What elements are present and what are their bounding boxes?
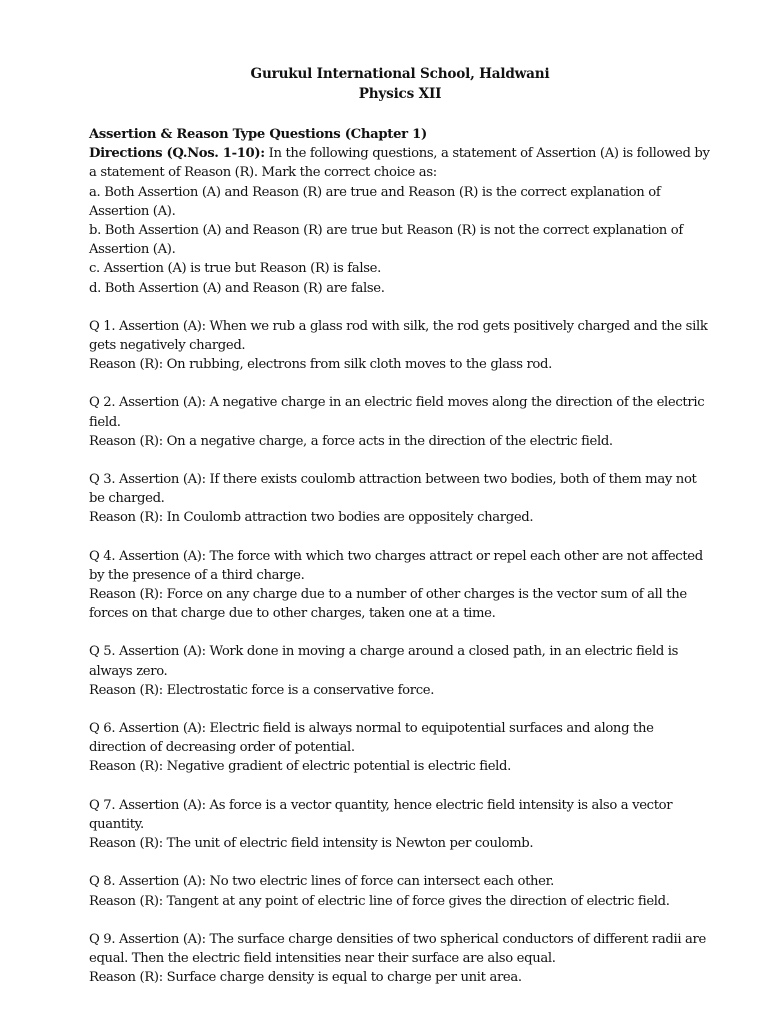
assertion-text: Q 6. Assertion (A): Electric field is always normal to equipotential surfaces and along the direction of decreasing order of potential. [89, 721, 654, 756]
question-2 [89, 393, 711, 451]
assertion-text: Q 1. Assertion (A): When we rub a glass rod with silk, the rod gets positively charged and the silk gets negatively charged. [89, 318, 708, 354]
reason-text: Reason (R): Electrostatic force is a conservative force. [89, 682, 435, 698]
reason-text: Reason (R): In Coulomb attraction two bodies are oppositely charged. [89, 510, 534, 526]
question-4 [89, 547, 711, 624]
option-c: c. Assertion (A) is true but Reason (R) is false. [89, 261, 381, 277]
assertion-text: Q 2. Assertion (A): A negative charge in an electric field moves along the direction of the electric field. [89, 395, 705, 430]
document-header [89, 64, 711, 104]
reason-text: Reason (R): On a negative charge, a force acts in the direction of the electric field. [89, 433, 613, 449]
directions-block [89, 144, 711, 298]
directions-paragraph [89, 144, 711, 182]
question-6 [89, 719, 711, 777]
option-b: b. Both Assertion (A) and Reason (R) are true but Reason (R) is not the correct explanation of Assertion (A). [89, 223, 683, 258]
question-8 [89, 872, 711, 910]
section-title: Assertion & Reason Type Questions (Chapter 1) [89, 127, 427, 142]
question-1 [89, 317, 711, 375]
question-5 [89, 642, 711, 700]
directions-label: Directions (Q.Nos. 1-10): [89, 146, 265, 162]
question-3 [89, 470, 711, 528]
assertion-text: Q 8. Assertion (A): No two electric lines of force can intersect each other. [89, 874, 554, 890]
option-d: d. Both Assertion (A) and Reason (R) are false. [89, 280, 385, 296]
assertion-text: Q 3. Assertion (A): If there exists coulomb attraction between two bodies, both of them may not be charged. [89, 472, 697, 507]
assertion-text: Q 7. Assertion (A): As force is a vector quantity, hence electric field intensity is also a vector quantity. [89, 797, 673, 832]
option-a: a. Both Assertion (A) and Reason (R) are true and Reason (R) is the correct explanation of Assertion (A). [89, 184, 661, 219]
document-page [89, 64, 711, 987]
reason-text: Reason (R): Force on any charge due to a number of other charges is the vector sum of all the forces on that charge due to other charges, taken one at a time. [89, 587, 687, 622]
assertion-text: Q 9. Assertion (A): The surface charge densities of two spherical conductors of different radii are equal. Then the electric field intensities near their surface are also equal. [89, 931, 706, 966]
reason-text: Reason (R): Tangent at any point of electric line of force gives the direction of electric field. [89, 893, 670, 909]
question-7 [89, 796, 711, 854]
reason-text: Reason (R): Surface charge density is equal to charge per unit area. [89, 970, 522, 986]
reason-text: Reason (R): On rubbing, electrons from silk cloth moves to the glass rod. [89, 357, 552, 373]
directions-text: In the following questions, a statement of Assertion (A) is followed by a statement of Reason (R). Mark the correct choice as: [89, 146, 710, 181]
assertion-text: Q 4. Assertion (A): The force with which two charges attract or repel each other are not affected by the presence of a third charge. [89, 548, 703, 583]
subject-title: Physics XII [358, 86, 442, 102]
question-9 [89, 930, 711, 988]
school-name: Gurukul International School, Haldwani [250, 66, 550, 82]
reason-text: Reason (R): The unit of electric field intensity is Newton per coulomb. [89, 836, 534, 852]
assertion-text: Q 5. Assertion (A): Work done in moving a charge around a closed path, in an electric field is always zero. [89, 644, 679, 679]
reason-text: Reason (R): Negative gradient of electric potential is electric field. [89, 759, 511, 775]
